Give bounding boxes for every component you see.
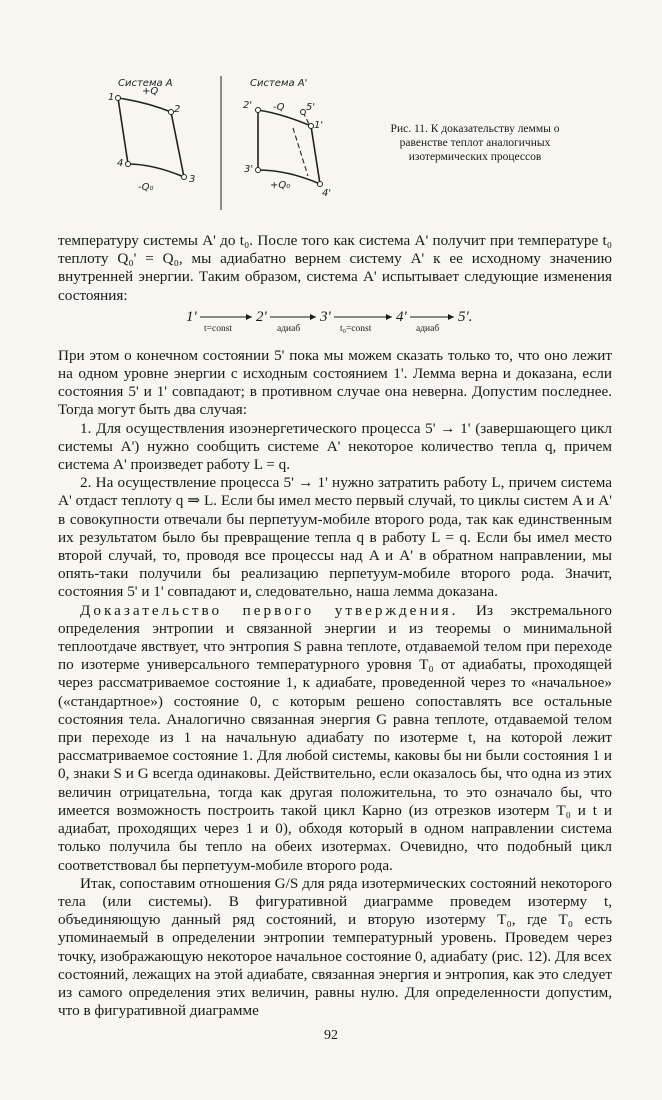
formula-state-3p: 3' — [320, 308, 331, 325]
point-3 — [182, 175, 187, 180]
label-4: 4 — [117, 158, 124, 169]
formula-svg — [58, 307, 612, 343]
label-5p: 5' — [306, 102, 316, 113]
system-a-label: Система А — [118, 78, 173, 89]
body-text — [58, 232, 612, 1020]
arrowhead-3 — [386, 314, 392, 320]
arrowhead-1 — [246, 314, 252, 320]
paragraph-5-body: Из экстремального определения энтропии и связанной энергии и из теоремы о минимальной теплоотдаче явствует, что энтропия S равна теплоте, отдаваемой телом при переходе по изотерме универсального температурного уровня T₀ от адиабаты, проходящей через рассматриваемое состояние 1, к адиабате, проведенной через то «начальное» («стандартное») состояние 0, с которым решено сопоставлять все остальные состояния тела. Аналогично связанная энергия G равна теплоте, отдаваемой телом при переходе из 1 на начальную адиабату по изотерме t, на которой лежит рассматриваемое состояние 1. Для любой системы, каковы бы ни были состояния 1 и 0, знаки S и G всегда одинаковы. Действительно, если оказалось бы, что одна из этих величин отрицательна, тогда как другая положительна, то это означало бы, что имеется возможность построить такой цикл Карно (из отрезков изотерм T₀ и t и адиабат, проходящих через 1 и 0), обходя который в одном направлении система только получила бы тепло на обеих изотермах. Очевидно, что подобный цикл соответствовал бы перпетуум-мобиле второго рода. — [58, 601, 613, 874]
paragraph-5 — [58, 602, 612, 875]
paragraph-2: При этом о конечном состоянии 5' пока мы можем сказать только то, что оно лежит на одном уровне энергии с исходным состоянием 1'. Лемма верна и доказана, если состояния 5' и 1' совпадают; в противном случае она неверна. Допустим последнее. Тогда могут быть два случая: — [58, 346, 612, 419]
label-3: 3 — [189, 174, 196, 185]
formula-label-4: адиаб — [416, 323, 440, 334]
paragraph-4: 2. На осуществление процесса 5' → 1' нужно затратить работу L, причем система A' отдаст теплоту q ⇒ L. Если бы имел место первый случай, то циклы систем A и A' в совокупности отвечали бы перпетуум-мобиле второго рода, так как единственным их результатом было бы превращение тепла q в работу L = q. Если бы имел место второй случай, то, проводя все процессы над A и A' в обратном направлении, мы опять-таки получили бы реализацию перпетуум-мобиле второго рода. Значит, состояния 5' и 1' совпадают и, следовательно, наша лемма доказана. — [58, 474, 612, 601]
point-2p — [256, 108, 261, 113]
label-1p: 1' — [314, 120, 324, 131]
paragraph-3: 1. Для осуществления изоэнергетического процесса 5' → 1' (завершающего цикл системы A') нужно сообщить системе A' некоторое количество тепла q, причем система A' произведет работу L = q. — [58, 419, 612, 474]
arrowhead-2 — [310, 314, 316, 320]
figure-caption: Рис. 11. К доказательству леммы о равенстве теплот аналогичных изотермических процессов — [390, 123, 560, 163]
left-q-top: +Q — [142, 86, 159, 97]
right-q-top: -Q — [273, 102, 285, 113]
point-4 — [126, 162, 131, 167]
label-4p: 4' — [322, 188, 332, 199]
formula-state-2p: 2' — [256, 308, 267, 325]
formula-state-4p: 4' — [396, 308, 407, 325]
proof-heading: Доказательство первого утверждения. — [80, 601, 459, 619]
state-sequence-formula — [58, 307, 612, 343]
right-q-bottom: +Q₀ — [270, 180, 291, 191]
formula-label-3: t₀=const — [340, 323, 372, 334]
system-a-prime-label: Система А' — [250, 78, 308, 89]
arrowhead-4 — [448, 314, 454, 320]
point-3p — [256, 168, 261, 173]
point-5p — [301, 110, 306, 115]
figure-11 — [98, 72, 578, 212]
label-1: 1 — [108, 92, 115, 103]
formula-state-1p: 1' — [186, 308, 197, 325]
label-3p: 3' — [244, 164, 254, 175]
label-2: 2 — [174, 104, 181, 115]
paragraph-1: температуру системы A' до t₀. После того как система A' получит при температуре t₀ теплоту Q₀' = Q₀, мы адиабатно вернем систему A' к ее исходному значению внутренней энергии. Таким образом, система A' испытывает следующие изменения состояния: — [58, 232, 612, 304]
paragraph-6: Итак, сопоставим отношения G/S для ряда изотермических состояний некоторого тела (или системы). В фигуративной диаграмме проведем изотерму t, объединяющую данный ряд состояний, и вторую изотерму T₀, где T₀ есть упоминаемый в определении энтропии температурный уровень. Проведем через точку, изображающую некоторое начальное состояние 0, адиабату (рис. 12). Для всех состояний, лежащих на этой адиабате, связанная энергия и энтропия, как это следует из самого определения этих величин, равны нулю. Для определенности допустим, что в фигуративной диаграмме — [58, 874, 612, 1020]
cycle-a-prime-path — [258, 110, 320, 184]
point-2 — [169, 110, 174, 115]
point-1p — [309, 124, 314, 129]
formula-label-1: t=const — [204, 323, 233, 334]
formula-label-2: адиаб — [277, 323, 301, 334]
point-4p — [318, 182, 323, 187]
label-2p: 2' — [243, 100, 253, 111]
page-number: 92 — [324, 1028, 338, 1043]
point-1 — [116, 96, 121, 101]
left-q-bottom: -Q₀ — [138, 182, 154, 193]
formula-state-5p: 5'. — [458, 308, 473, 325]
